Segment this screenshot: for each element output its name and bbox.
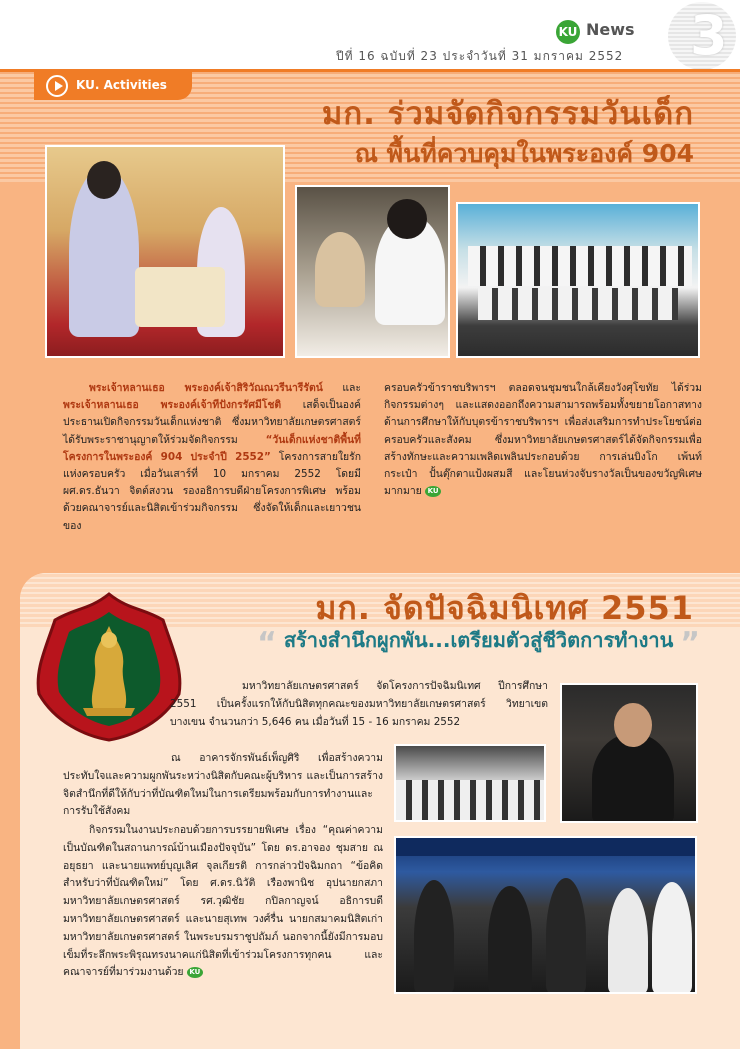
lead-name-1: พระเจ้าหลานเธอ พระองค์เจ้าสิริวัณณวรีนารีรัตน์ [89,382,323,394]
section-tag [34,72,192,100]
quote-text: สร้างสำนึกผูกพัน...เตรียมตัวสู่ชีวิตการทำงาน [283,628,674,652]
figure-shape [387,199,427,239]
figure-shape [652,882,692,994]
page-header [0,0,740,70]
article-title: มก. จัดปัจฉิมนิเทศ 2551 [315,589,694,627]
page-number: 3 [690,4,728,67]
group-row [468,246,692,286]
figure-shape [614,703,652,747]
section-tag-label: KU. Activities [76,78,167,92]
body-text: ครอบครัวข้าราชบริพารฯ ตลอดจนชุมชนใกล้เคียงวังศุโขทัย ได้ร่วมกิจกรรมต่างๆ และแสดงออกถึงความสามารถพร้อมทั้งขยายโอกาสทางด้านการศึกษาให้กับบุตรข้าราชบริพารฯ เพื่อส่งเสริมการทำประโยชน์ต่อครอบครัวและสังคม ซึ่งมหาวิทยาลัยเกษตรศาสตร์ได้จัดกิจกรรมเพื่อสร้างทักษะและความเพลิดเพลินประกอบด้วย การเล่นบิงโก เพ้นท์กระเป๋า ปั้นตุ๊กตาแป้งผสมสี และโยนห่วงจับรางวัลเป็นของขวัญพิเศษมากมาย [384,382,702,498]
article-title: มก. ร่วมจัดกิจกรรมวันเด็ก [321,96,694,132]
figure-shape [135,267,225,327]
group-row [478,288,678,320]
play-circle-icon [46,75,68,97]
article-body-para2 [63,822,383,982]
article-body-para1-bottom [63,750,383,821]
ku-logo-icon: KU [556,20,580,44]
issue-line: ปีที่ 16 ฉบับที่ 23 ประจำวันที่ 31 มกราคม 2552 [336,49,624,63]
body-text: เสด็จเป็นองค์ประธานเปิดกิจกรรมวันเด็กแห่งชาติ ซึ่งมหาวิทยาลัยเกษตรศาสตร์ ได้รับพระราชานุญาตให้ร่วมจัดกิจกรรม [63,399,361,446]
figure-shape [488,886,532,994]
photo-children-activity [295,185,450,358]
body-text: มหาวิทยาลัยเกษตรศาสตร์ จัดโครงการปัจฉิมนิเทศ ปีการศึกษา 2551 เป็นครั้งแรกให้กับนิสิตทุกคณะของมหาวิทยาลัยเกษตรศาสตร์ วิทยาเขตบางเขน จำนวนกว่า 5,646 คน เมื่อวันที่ 15 - 16 มกราคม 2552 [170,680,548,728]
lead-name-2: พระเจ้าหลานเธอ พระองค์เจ้าทีปังกรรัศมีโชติ [63,399,282,412]
article-quote [257,624,700,661]
figure-shape [414,880,454,994]
ku-end-mark-icon: KU [187,967,203,978]
ku-end-mark-icon: KU [425,486,441,497]
event-name: “วันเด็กแห่งชาติพื้นที่โครงการในพระองค์ 904 ประจำปี 2552” [63,433,361,463]
naga-pin-emblem-icon [33,590,185,742]
body-text: โครงการสายใยรักแห่งครอบครัว เมื่อวันเสาร์ที่ 10 มกราคม 2552 โดยมี ผศ.ดร.ธันวา จิตต์สงวน รองอธิการบดีฝ่ายโครงการพิเศษ พร้อมด้วยคณาจารย์และนิสิตเข้าร่วมกิจกรรม ซึ่งจัดให้เด็กและเยาวชนของ [63,450,361,532]
photo-princess-ceremony [45,145,285,358]
photo-speaker [560,683,698,823]
body-text: ณ อาคารจักรพันธ์เพ็ญศิริ เพื่อสร้างความประทับใจและความผูกพันระหว่างนิสิตกับคณะผู้บริหาร และเป็นการสร้างจิตสำนึกที่ดีให้กับว่าที่บัณฑิตใหม่ในการเตรียมพร้อมกับการทำงานและการรับใช้สังคม [63,752,383,818]
news-label: News [586,20,635,39]
article-body-col1 [63,380,361,535]
figure-shape [315,232,365,307]
text-and: และ [322,382,361,394]
article-body-para1-top [170,678,548,731]
quote-close-mark: ” [680,626,700,661]
page-number-badge [668,2,736,70]
photo-audience [394,744,546,822]
photo-pin-ceremony [394,836,697,994]
audience-row [396,780,546,822]
figure-shape [546,878,586,994]
figure-shape [87,161,121,199]
quote-open-mark: “ [257,626,277,661]
article-subtitle: ณ พื้นที่ควบคุมในพระองค์ 904 [354,139,694,168]
photo-student-group [456,202,700,358]
body-text: กิจกรรมในงานประกอบด้วยการบรรยายพิเศษ เรื่อง “คุณค่าความเป็นบัณฑิตในสถานการณ์บ้านเมืองปัจจุบัน” โดย ดร.อาจอง ชุมสาย ณ อยุธยา และนายแพทย์บุญเลิศ จุลเกียรติ การกล่าวปัจฉิมกถา “ข้อคิดสำหรับว่าที่บัณฑิตใหม่” โดย ศ.ดร.นิวัติ เรืองพานิช อุปนายกสภามหาวิทยาลัยเกษตรศาสตร์ รศ.วุฒิชัย กปิลกาญจน์ อธิการบดีมหาวิทยาลัยเกษตรศาสตร์ และนายสุเทพ วงศ์รื่น นายกสมาคมนิสิตเก่ามหาวิทยาลัยเกษตรศาสตร์ ในพระบรมราชูปถัมภ์ นอกจากนี้ยังมีการมอบเข็มที่ระลึกพระพิรุณทรงนาคแก่นิสิตที่เข้าร่วมโครงการทุกคน และคณาจารย์ที่มาร่วมงานด้วย [63,824,383,979]
article-body-col2 [384,380,702,500]
stage-banner [396,838,697,856]
figure-shape [608,888,648,994]
